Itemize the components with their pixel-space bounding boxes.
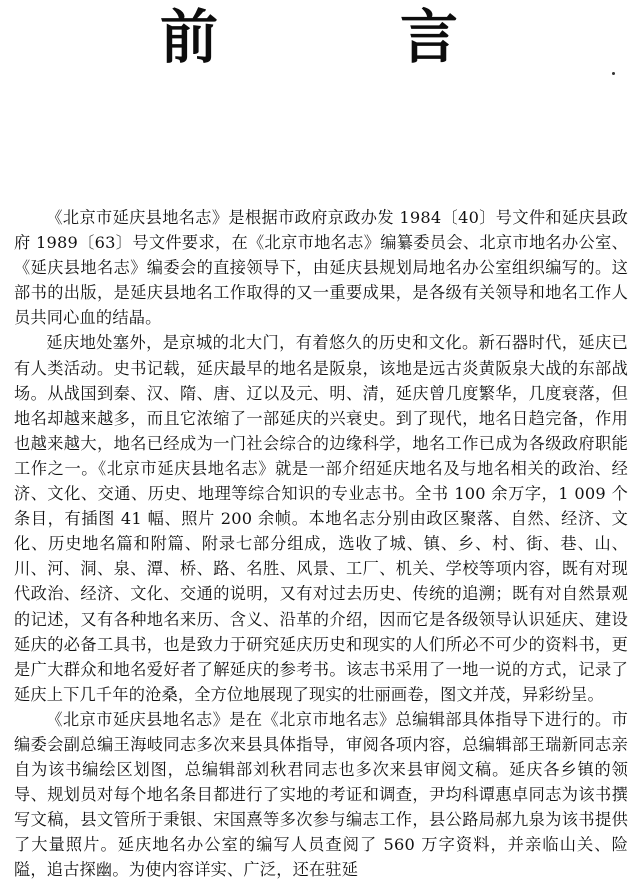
- paragraph-3: 《北京市延庆县地名志》是在《北京市地名志》总编辑部具体指导下进行的。市编委会副总编王海岐同志多次来县具体指导，审阅各项内容，总编辑部王瑞新同志亲自为该书编绘区划图，总编辑部刘秋君同志也多次来县审阅文稿。延庆各乡镇的领导、规划员对每个地名条目都进行了实地的考证和调查，尹均科谭惠卓同志为该书撰写文稿，县文管所于秉银、宋国熹等多次参与编志工作，县公路局郝九泉为该书提供了大量照片。延庆地名办公室的编写人员查阅了 560 万字资料，并亲临山关、险隘，追古探幽。为使内容详实、广泛，还在驻延: [14, 709, 628, 880]
- page-title: [0, 2, 634, 72]
- scan-speck: [612, 72, 615, 75]
- paragraph-1: 《北京市延庆县地名志》是根据市政府京政办发 1984〔40〕号文件和延庆县政府 1989〔63〕号文件要求，在《北京市地名志》编纂委员会、北京市地名办公室、《延庆县地名志》编委会的直接领导下，由延庆县规划局地名办公室组织编写的。这部书的出版，是延庆县地名工作取得的又一重要成果，是各级有关领导和地名工作人员共同心血的结晶。: [14, 208, 628, 328]
- body-text: [14, 205, 628, 883]
- title-char-2: 言: [400, 3, 459, 71]
- title-char-1: 前: [160, 3, 219, 71]
- paragraph-2: 延庆地处塞外，是京城的北大门，有着悠久的历史和文化。新石器时代，延庆已有人类活动。史书记载，延庆最早的地名是阪泉，该地是远古炎黄阪泉大战的东部战场。从战国到秦、汉、隋、唐、辽以及元、明、清，延庆曾几度繁华，几度衰落，但地名却越来越多，而且它浓缩了一部延庆的兴衰史。到了现代，地名日趋完备，作用也越来越大，地名已经成为一门社会综合的边缘科学，地名工作已成为各级政府职能工作之一。《北京市延庆县地名志》就是一部介绍延庆地名及与地名相关的政治、经济、文化、交通、历史、地理等综合知识的专业志书。全书 100 余万字，1 009 个条目，有插图 41 幅、照片 200 余帧。本地名志分别由政区聚落、自然、经济、文化、历史地名篇和附篇、附录七部分组成，选收了城、镇、乡、村、街、巷、山、川、河、洞、泉、潭、桥、路、名胜、风景、工厂、机关、学校等项内容，既有对现代政治、经济、文化、交通的说明，又有对过去历史、传统的追溯；既有对自然景观的记述，又有各种地名来历、含义、沿革的介绍，因而它是各级领导认识延庆、建设延庆的必备工具书，也是致力于研究延庆历史和现实的人们所必不可少的资料书，更是广大群众和地名爱好者了解延庆的参考书。该志书采用了一地一说的方式，记录了延庆上下几千年的沧桑，全方位地展现了现实的壮丽画卷，图文并茂，异彩纷呈。: [14, 333, 628, 704]
